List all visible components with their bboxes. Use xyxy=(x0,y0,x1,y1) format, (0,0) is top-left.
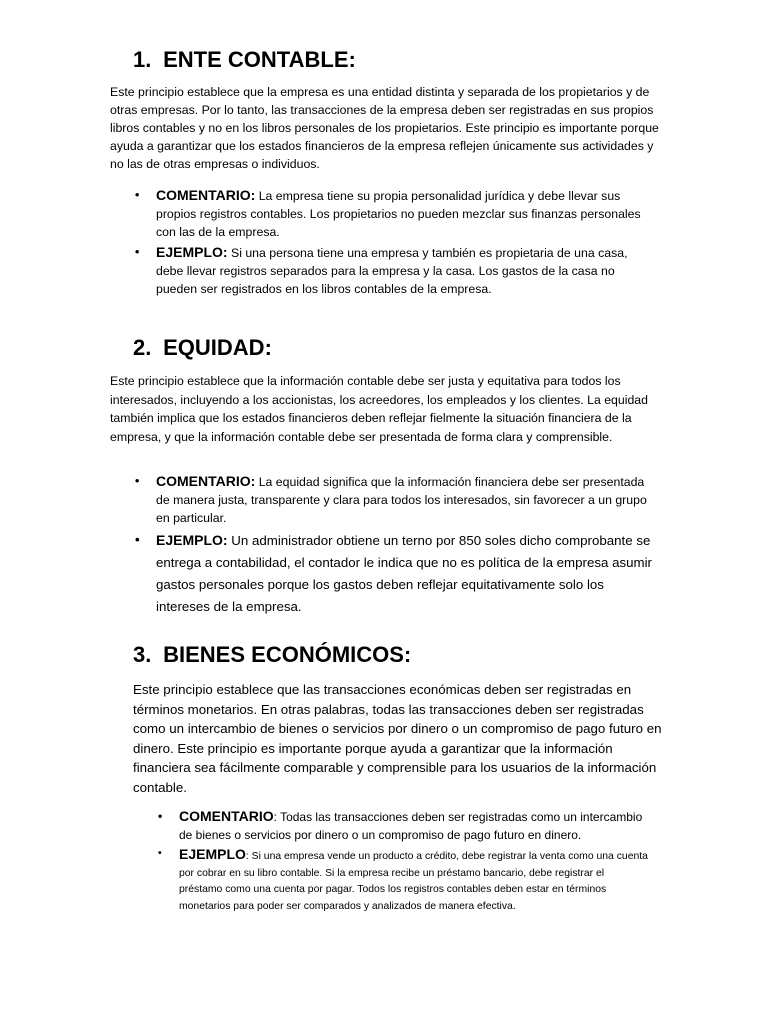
list-item-comentario xyxy=(135,472,656,527)
bullet-icon: • xyxy=(135,532,140,547)
section-heading xyxy=(133,642,411,668)
bullet-label: EJEMPLO: xyxy=(156,532,228,548)
section-title: EQUIDAD: xyxy=(163,335,272,360)
bullet-label: EJEMPLO xyxy=(179,846,246,862)
list-item-ejemplo xyxy=(135,529,656,618)
bullet-label: COMENTARIO: xyxy=(156,473,256,489)
bullet-list xyxy=(135,186,656,298)
section-number: 1. xyxy=(133,47,152,72)
section-heading xyxy=(133,335,272,361)
bullet-icon: • xyxy=(135,188,140,202)
bullet-list xyxy=(135,472,656,618)
bullet-icon: • xyxy=(135,245,140,259)
bullet-list xyxy=(158,808,649,915)
bullet-text: Si una persona tiene una empresa y también es propietaria de una casa, debe llevar registros separados para la empresa y la casa. Los gastos de la casa no pueden ser registrados en los libros contables de la empresa. xyxy=(156,246,628,296)
bullet-label: COMENTARIO: xyxy=(156,187,256,203)
bullet-icon: • xyxy=(158,809,163,823)
section-heading xyxy=(133,47,356,73)
section-body: Este principio establece que las transacciones económicas deben ser registradas en términos monetarios. En otras palabras, todas las transacciones deben ser registradas como un intercambio de bienes o servicios por dinero o un compromiso de pago futuro en dinero. Este principio es importante porque ayuda a garantizar que la información financiera sea fácilmente comparable y comprensible para los usuarios de la información contable. xyxy=(133,682,662,795)
bullet-text: : Si una empresa vende un producto a crédito, debe registrar la venta como una cuenta por cobrar en su libro contable. Si la empresa recibe un préstamo bancario, debe registrar el préstamo como una cuenta por pagar. Todos los registros contables deben estar en términos monetarios para poder ser comparados y analizados de manera efectiva. xyxy=(179,851,648,912)
section-body: Este principio establece que la información contable debe ser justa y equitativa para todos los interesados, incluyendo a los accionistas, los acreedores, los empleados y los clientes. La equidad también implica que los estados financieros deben reflejar fielmente la situación financiera de la empresa, y que la información contable debe ser presentada de forma clara y comprensible. xyxy=(110,374,648,444)
section-title: ENTE CONTABLE: xyxy=(163,47,356,72)
bullet-icon: • xyxy=(158,848,162,859)
bullet-text: Un administrador obtiene un terno por 850 soles dicho comprobante se entrega a contabilidad, el contador le indica que no es política de la empresa asumir gastos personales porque los gastos deben reflejar equitativamente solo los intereses de la empresa. xyxy=(156,533,652,614)
bullet-label: COMENTARIO xyxy=(179,808,274,824)
section-number: 3. xyxy=(133,642,152,667)
section-body: Este principio establece que la empresa es una entidad distinta y separada de los propietarios y de otras empresas. Por lo tanto, las transacciones de la empresa deben ser registradas en sus propios libros contables y no en los libros personales de los propietarios. Este principio es importante porque ayuda a garantizar que los estados financieros de la empresa reflejen únicamente sus actividades y no las de otras empresas o individuos. xyxy=(110,85,659,171)
section-title: BIENES ECONÓMICOS: xyxy=(163,642,412,667)
bullet-text: La empresa tiene su propia personalidad jurídica y debe llevar sus propios registros contables. Los propietarios no pueden mezclar sus finanzas personales con las de la empresa. xyxy=(156,189,641,239)
section-number: 2. xyxy=(133,335,152,360)
bullet-icon: • xyxy=(135,474,140,488)
list-item-ejemplo xyxy=(135,243,656,298)
bullet-label: EJEMPLO: xyxy=(156,244,228,260)
list-item-comentario xyxy=(135,186,656,241)
bullet-text: La equidad significa que la información financiera debe ser presentada de manera justa, transparente y clara para todos los interesados, sin favorecer a un grupo en particular. xyxy=(156,475,647,525)
list-item-ejemplo xyxy=(158,846,649,915)
list-item-comentario xyxy=(158,808,649,844)
bullet-text: : Todas las transacciones deben ser registradas como un intercambio de bienes o servicios por dinero o un compromiso de pago futuro en dinero. xyxy=(179,810,643,842)
